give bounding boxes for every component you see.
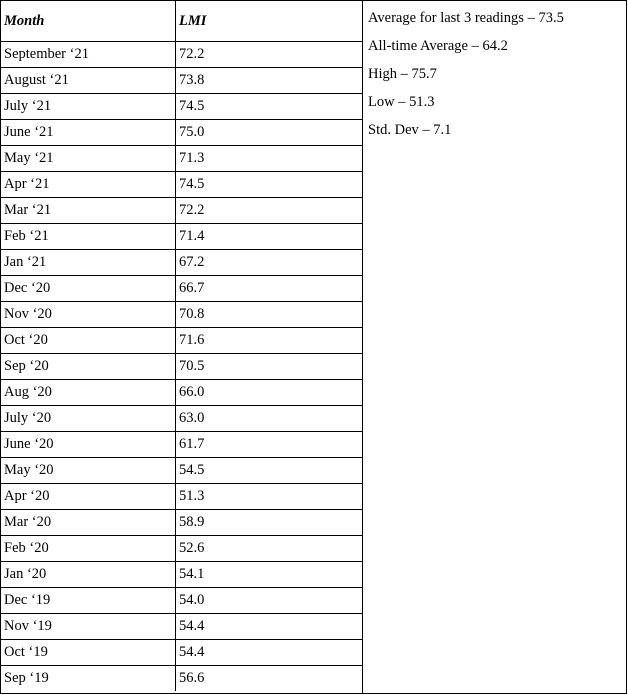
stats-panel (363, 1, 626, 149)
lmi-cell: 73.8 (176, 68, 363, 94)
month-cell: Jan ‘21 (1, 250, 176, 276)
month-cell: Sep ‘20 (1, 354, 176, 380)
month-cell: Sep ‘19 (1, 666, 176, 692)
lmi-cell: 71.3 (176, 146, 363, 172)
month-cell: Mar ‘21 (1, 198, 176, 224)
stat-line: Average for last 3 readings – 73.5 (368, 10, 564, 26)
month-cell: Dec ‘19 (1, 588, 176, 614)
table-row (1, 484, 362, 510)
lmi-cell: 54.4 (176, 640, 363, 666)
table-row (1, 94, 362, 120)
table-row (1, 380, 362, 406)
table-row (1, 432, 362, 458)
month-cell: September ‘21 (1, 42, 176, 68)
table-body (1, 42, 362, 692)
month-cell: Nov ‘20 (1, 302, 176, 328)
table-row (1, 640, 362, 666)
lmi-cell: 58.9 (176, 510, 363, 536)
table-row (1, 536, 362, 562)
stat-line: Low – 51.3 (368, 94, 435, 110)
table-row (1, 588, 362, 614)
lmi-column-header: LMI (176, 1, 363, 42)
table-header-row (1, 1, 362, 42)
table-row (1, 68, 362, 94)
month-cell: May ‘20 (1, 458, 176, 484)
table-cell (1, 1, 363, 694)
lmi-table (1, 1, 362, 691)
lmi-cell: 74.5 (176, 172, 363, 198)
month-cell: June ‘21 (1, 120, 176, 146)
lmi-cell: 72.2 (176, 42, 363, 68)
month-cell: June ‘20 (1, 432, 176, 458)
lmi-cell: 75.0 (176, 120, 363, 146)
table-row (1, 42, 362, 68)
month-cell: Jan ‘20 (1, 562, 176, 588)
lmi-cell: 54.0 (176, 588, 363, 614)
lmi-cell: 51.3 (176, 484, 363, 510)
month-cell: Feb ‘21 (1, 224, 176, 250)
table-row (1, 302, 362, 328)
lmi-cell: 72.2 (176, 198, 363, 224)
month-cell: July ‘20 (1, 406, 176, 432)
lmi-cell: 54.5 (176, 458, 363, 484)
lmi-cell: 61.7 (176, 432, 363, 458)
stat-line: Std. Dev – 7.1 (368, 122, 452, 138)
month-cell: May ‘21 (1, 146, 176, 172)
lmi-cell: 70.5 (176, 354, 363, 380)
table-row (1, 146, 362, 172)
month-cell: Feb ‘20 (1, 536, 176, 562)
lmi-cell: 71.6 (176, 328, 363, 354)
table-row (1, 328, 362, 354)
table-row (1, 120, 362, 146)
table-row (1, 510, 362, 536)
stat-line: All-time Average – 64.2 (368, 38, 508, 54)
month-cell: Apr ‘20 (1, 484, 176, 510)
lmi-cell: 56.6 (176, 666, 363, 692)
table-row (1, 614, 362, 640)
table-row (1, 250, 362, 276)
table-row (1, 354, 362, 380)
table-row (1, 406, 362, 432)
month-cell: August ‘21 (1, 68, 176, 94)
month-cell: Mar ‘20 (1, 510, 176, 536)
month-cell: Oct ‘20 (1, 328, 176, 354)
table-row (1, 224, 362, 250)
lmi-cell: 54.4 (176, 614, 363, 640)
lmi-cell: 63.0 (176, 406, 363, 432)
lmi-cell: 74.5 (176, 94, 363, 120)
lmi-cell: 71.4 (176, 224, 363, 250)
stats-cell (363, 1, 627, 694)
stat-line: High – 75.7 (368, 66, 437, 82)
month-column-header: Month (1, 1, 176, 42)
lmi-cell: 66.7 (176, 276, 363, 302)
month-cell: Dec ‘20 (1, 276, 176, 302)
month-cell: July ‘21 (1, 94, 176, 120)
table-row (1, 562, 362, 588)
month-cell: Aug ‘20 (1, 380, 176, 406)
table-row (1, 458, 362, 484)
lmi-cell: 52.6 (176, 536, 363, 562)
table-row (1, 666, 362, 692)
lmi-cell: 70.8 (176, 302, 363, 328)
month-cell: Nov ‘19 (1, 614, 176, 640)
lmi-cell: 66.0 (176, 380, 363, 406)
table-row (1, 276, 362, 302)
table-row (1, 172, 362, 198)
lmi-cell: 54.1 (176, 562, 363, 588)
month-cell: Oct ‘19 (1, 640, 176, 666)
month-cell: Apr ‘21 (1, 172, 176, 198)
table-row (1, 198, 362, 224)
lmi-cell: 67.2 (176, 250, 363, 276)
